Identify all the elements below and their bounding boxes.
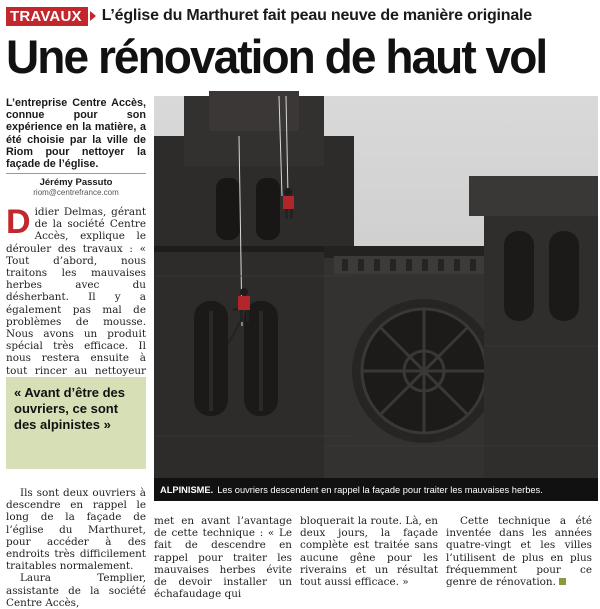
article-column-2: met en avant l’avantage de cette technique : « Le fait de descendre en rappel pour traiter les mauvaises herbes évite de devoir installer un échafaudage qui bbox=[154, 515, 292, 601]
article-paragraph: Laura Templier, assistante de la société Centre Accès, bbox=[6, 572, 146, 609]
article-paragraph: Ils sont deux ouvriers à descendre en rappel le long de la façade de l’église du Marthuret, pour accéder à des endroits très difficilement traitables normalement. bbox=[6, 487, 146, 573]
article-column-3: bloquerait la route. Là, en deux jours, la façade complète est traitée sans aucune gêne pour les riverains et un résultat tout aussi efficace. » bbox=[300, 515, 438, 589]
article-column-1-top bbox=[6, 203, 146, 389]
church-facade-illustration bbox=[154, 96, 598, 478]
article-column-4 bbox=[446, 515, 592, 588]
article-headline: Une rénovation de haut vol bbox=[6, 30, 547, 83]
article-paragraph: idier Delmas, gérant de la société Centre Accès, explique le dérouler des travaux : « Tout d’abord, nous traitons les mauvaises herbes avec du désherbant. Il y a également pas mal de problèmes de mousse. Nous avons un produit spécial très efficace. Il nous restera ensuite à tout rincer au nettoyeur bbox=[6, 206, 146, 377]
article-standfirst: L’entreprise Centre Accès, connue pour son expérience en la matière, a été choisie par la ville de Riom pour nettoyer la façade de l’église. bbox=[6, 97, 146, 171]
byline bbox=[6, 177, 146, 198]
author-name: Jérémy Passuto bbox=[39, 177, 113, 188]
author-email: riom@centrefrance.com bbox=[33, 188, 119, 197]
end-of-article-icon bbox=[559, 578, 566, 585]
caption-lead: ALPINISME. bbox=[160, 484, 214, 495]
article-photo bbox=[154, 96, 598, 501]
article-kicker-row bbox=[6, 4, 596, 28]
kicker-arrow-icon bbox=[90, 11, 96, 21]
photo-caption bbox=[154, 478, 598, 501]
drop-cap: D bbox=[6, 203, 31, 241]
pull-quote: « Avant d’être des ouvriers, ce sont des alpinistes » bbox=[14, 385, 126, 432]
caption-text: Les ouvriers descendent en rappel la façade pour traiter les mauvaises herbes. bbox=[217, 484, 543, 495]
pull-quote-box bbox=[6, 377, 146, 469]
article-paragraph: Cette technique a été inventée dans les années quatre-vingt et les villes l’utilisent de plus en plus fréquemment pour ce genre de rénovation. bbox=[446, 515, 592, 589]
article-column-1-bottom bbox=[6, 487, 146, 609]
byline-divider bbox=[6, 173, 146, 174]
section-kicker: TRAVAUX bbox=[6, 7, 88, 26]
article-subhead: L’église du Marthuret fait peau neuve de manière originale bbox=[101, 7, 532, 24]
